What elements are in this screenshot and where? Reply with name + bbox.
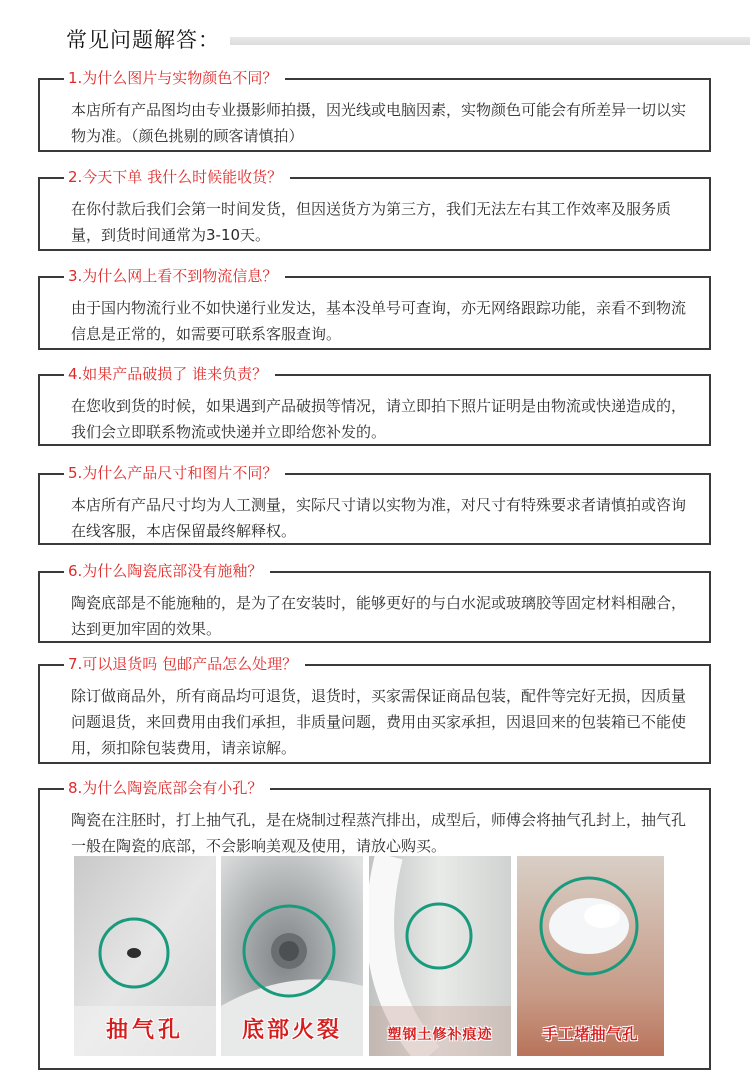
photo-caption: 手工堵抽气孔 (542, 1025, 639, 1043)
faq-question: 4.如果产品破损了 谁来负责？ (52, 363, 275, 385)
faq-item-1 (38, 69, 711, 152)
faq-question: 7.可以退货吗 包邮产品怎么处理？ (52, 653, 305, 675)
faq-item-2 (38, 168, 711, 251)
faq-answer: 在您收到货的时候，如果遇到产品破损等情况，请立即拍下照片证明是由物流或快递造成的，我们会立即联系物流或快递并立即给您补发的。 (71, 397, 687, 441)
faq-question: 6.为什么陶瓷底部没有施釉？ (52, 560, 270, 582)
title-divider (230, 37, 750, 45)
faq-question: 5.为什么产品尺寸和图片不同？ (52, 462, 285, 484)
faq-question: 8.为什么陶瓷底部会有小孔？ (52, 777, 270, 799)
photo-hand-plugged (517, 856, 664, 1056)
photo-caption: 抽气孔 (105, 1017, 184, 1043)
photo-bottom-crack (221, 856, 363, 1056)
photo-caption: 底部火裂 (241, 1017, 342, 1043)
photo-caption: 塑钢土修补痕迹 (387, 1027, 493, 1043)
faq-answer: 陶瓷底部是不能施釉的，是为了在安装时，能够更好的与白水泥或玻璃胶等固定材料相融合，达到更加牢固的效果。 (71, 594, 687, 638)
faq-answer: 本店所有产品尺寸均为人工测量，实际尺寸请以实物为准，对尺寸有特殊要求者请慎拍或咨询在线客服，本店保留最终解释权。 (71, 496, 687, 540)
photo-vent-hole (74, 856, 216, 1056)
faq-answer: 在你付款后我们会第一时间发货，但因送货方为第三方，我们无法左右其工作效率及服务质量，到货时间通常为3-10天。 (71, 200, 672, 244)
page-title: 常见问题解答： (66, 28, 220, 52)
faq-answer: 本店所有产品图均由专业摄影师拍摄，因光线或电脑因素，实物颜色可能会有所差异一切以实物为准。（颜色挑剔的顾客请慎拍） (71, 101, 687, 145)
faq-item-4 (38, 365, 711, 446)
faq-item-6 (38, 562, 711, 643)
photo-strip (74, 856, 664, 1056)
photo-repair-mark (369, 856, 511, 1056)
faq-item-3 (38, 267, 711, 350)
faq-question: 3.为什么网上看不到物流信息？ (52, 265, 285, 287)
faq-question: 1.为什么图片与实物颜色不同？ (52, 67, 285, 89)
faq-answer: 由于国内物流行业不如快递行业发达，基本没单号可查询，亦无网络跟踪功能，亲看不到物流信息是正常的，如需要可联系客服查询。 (71, 299, 687, 343)
faq-answer: 除订做商品外，所有商品均可退货，退货时，买家需保证商品包装，配件等完好无损，因质量问题退货，来回费用由我们承担，非质量问题，费用由买家承担，因退回来的包装箱已不能使用，须扣除包装费用，请亲谅解。 (71, 687, 687, 757)
faq-item-7 (38, 655, 711, 764)
faq-item-5 (38, 464, 711, 545)
faq-answer: 陶瓷在注胚时，打上抽气孔，是在烧制过程蒸汽排出，成型后，师傅会将抽气孔封上，抽气孔一般在陶瓷的底部，不会影响美观及使用，请放心购买。 (71, 811, 687, 855)
faq-question: 2.今天下单 我什么时候能收货？ (52, 166, 290, 188)
